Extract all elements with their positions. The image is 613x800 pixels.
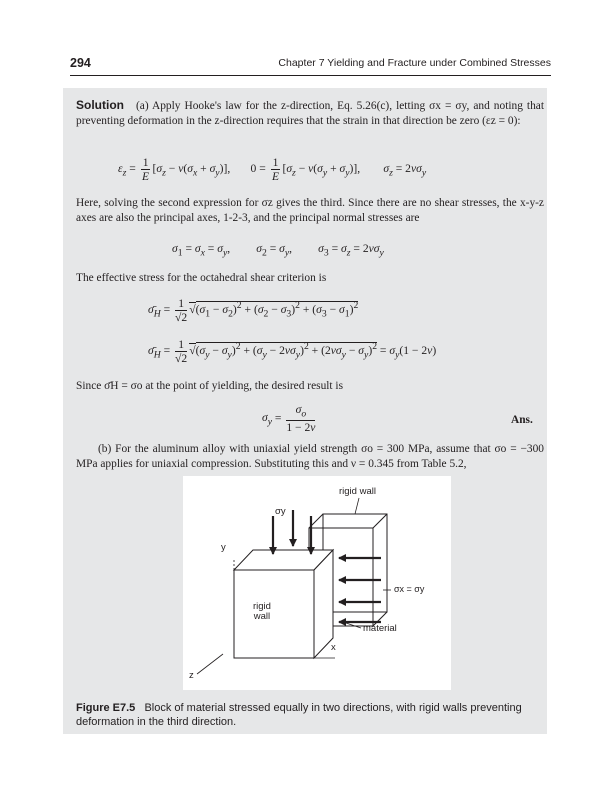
figure-caption-label: Figure E7.5 — [76, 702, 136, 714]
part-b-paragraph: (b) For the aluminum alloy with uniaxial yield strength σo = 300 MPa, assume that σo = −300 MPa applies for uniaxial compression. Substituting this and ν = 0.345 from Table 5.2, — [76, 443, 544, 470]
figure-e7-5 — [183, 476, 451, 690]
header-rule — [70, 75, 551, 76]
sigma-y-label: σy — [275, 506, 286, 517]
answer-label: Ans. — [511, 414, 533, 426]
block-diagram — [183, 476, 451, 690]
z-axis-line — [197, 654, 223, 674]
chapter-title: Chapter 7 Yielding and Fracture under Combined Stresses — [278, 57, 551, 69]
effective-stress-paragraph: The effective stress for the octahedral shear criterion is — [76, 272, 327, 284]
solution-intro — [76, 98, 544, 129]
rigid-wall-front-label-2: wall — [253, 611, 271, 622]
octahedral-equation-1: $\sigmā_H$ = $\frac{1}{√2}$ $√(\sigma_1 - \sigma_2)^2 + (\sigma_2 - \sigma_3)^2 + (\sigma_3 - \sigma_1)^2$ — [148, 297, 359, 324]
principal-axes-paragraph: Here, solving the second expression for σz gives the third. Since there are no shear stresses, the x-y-z axes are also the principal axes, 1-2-3, and the principal normal stresses are — [76, 197, 544, 224]
page-number: 294 — [70, 56, 91, 70]
rigid-wall-top-label: rigid wall — [339, 486, 376, 497]
y-axis-label: y — [221, 542, 226, 553]
hookes-law-equations: $\varepsilon_z$ = $\frac{1}{E}$ $[\sigma_z - \nu(\sigma_x + \sigma_y)]$, 0 = $\frac{1}{E}$ $[\sigma_z - \nu(\sigma_y + \sigma_y)]$, $\sigma_z = 2\nu\sigma_y$ — [118, 156, 427, 183]
block-front-face — [234, 570, 314, 658]
x-axis-label: x — [331, 642, 336, 653]
figure-caption-text: Block of material stressed equally in two directions, with rigid walls preventing deformation in the third direction. — [76, 702, 522, 728]
rigid-wall-front-label-1: rigid — [253, 601, 271, 612]
figure-caption — [76, 701, 536, 729]
page-header — [70, 56, 551, 76]
yield-point-paragraph: Since σ̄H = σo at the point of yielding, the desired result is — [76, 380, 344, 392]
octahedral-equation-2: $\sigmā_H$ = $\frac{1}{√2}$ $√(\sigma_y - \sigma_y)^2 + (\sigma_y - 2\nu\sigma_y)^2 + (2\nu\sigma_y - \sigma_y)^2 = \sigma_y(1 - 2\nu)$ — [148, 338, 437, 365]
solution-label: Solution — [76, 98, 124, 112]
rigid-wall-front-label — [253, 602, 271, 622]
z-axis-label: z — [189, 670, 194, 681]
principal-stresses-equation: $\sigma_1 = \sigma_x = \sigma_y$, $\sigma_2 = \sigma_y$, $\sigma_3 = \sigma_z = 2\nu\sigma_y$ — [172, 242, 384, 259]
material-label: material — [363, 623, 397, 634]
rigid-wall-leader — [355, 498, 359, 514]
sigma-x-label: σx = σy — [394, 584, 425, 594]
result-equation: $\sigma_y$ = $\frac{\sigma_o}{1 - 2\nu}$ — [262, 403, 316, 435]
solution-intro-text: (a) Apply Hooke's law for the z-direction, Eq. 5.26(c), letting σx = σy, and noting that preventing deformation in the z-direction requires that the strain in that direction be zero (εz = 0): — [76, 100, 544, 127]
